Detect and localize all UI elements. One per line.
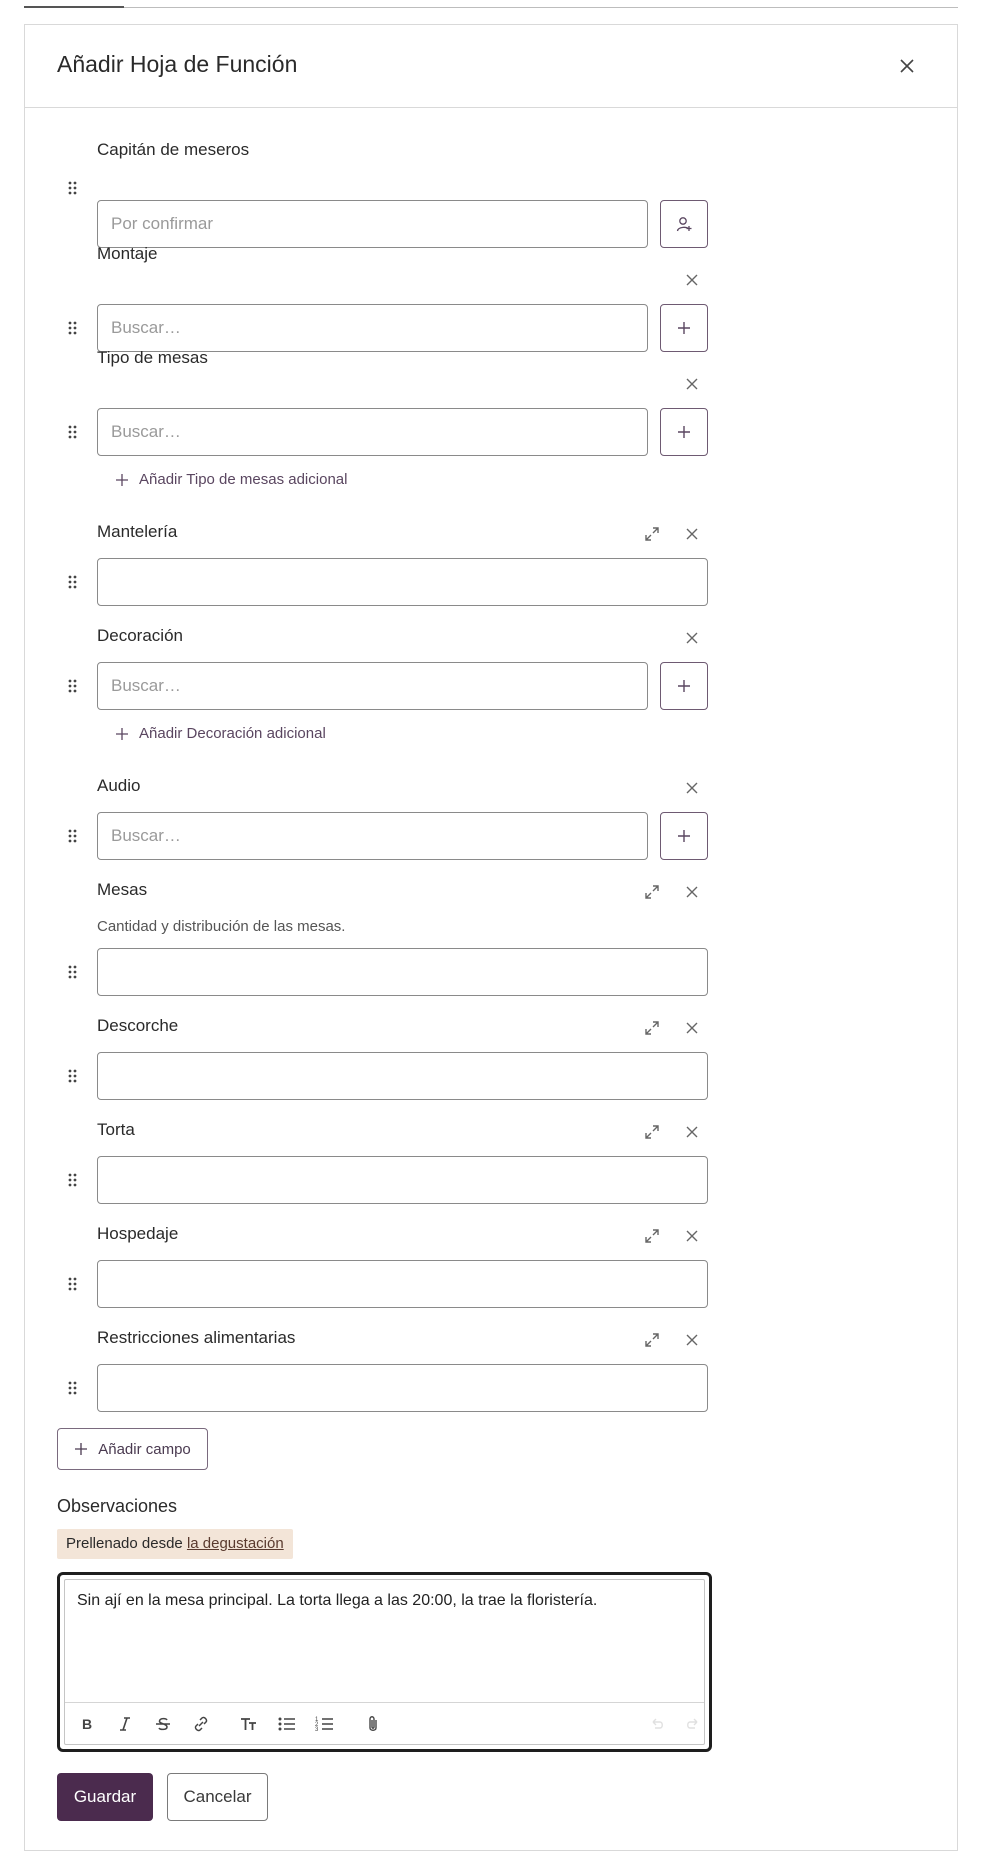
hospedaje-input[interactable] — [97, 1260, 708, 1308]
audio-search-input[interactable] — [97, 812, 648, 860]
expand-icon[interactable] — [643, 525, 661, 543]
numbered-list-icon[interactable] — [315, 1714, 335, 1734]
link-icon[interactable] — [191, 1714, 211, 1734]
paperclip-icon[interactable] — [363, 1714, 383, 1734]
remove-field-icon[interactable] — [683, 375, 701, 393]
manteleria-input[interactable] — [97, 558, 708, 606]
svg-text:1: 1 — [315, 1717, 319, 1723]
montaje-placeholder: Buscar… — [111, 318, 181, 337]
remove-field-icon[interactable] — [683, 779, 701, 797]
plus-icon — [115, 727, 129, 741]
field-label-restricciones: Restricciones alimentarias — [97, 1328, 296, 1347]
plus-icon — [676, 828, 692, 844]
field-label-mesas: Mesas — [97, 880, 148, 899]
svg-text:B: B — [82, 1716, 93, 1732]
field-label-manteleria: Mantelería — [97, 522, 178, 541]
editor-frame — [64, 1579, 705, 1745]
decoracion-placeholder: Buscar… — [111, 676, 181, 695]
decoracion-add-button[interactable] — [660, 662, 708, 710]
strikethrough-icon[interactable] — [153, 1714, 173, 1734]
tipo-mesas-search-input[interactable] — [97, 408, 648, 456]
plus-icon — [74, 1442, 88, 1456]
observaciones-text[interactable]: Sin ají en la mesa principal. La torta llega a las 20:00, la trae la floristería. — [77, 1592, 598, 1609]
decoracion-search-input[interactable] — [97, 662, 648, 710]
observaciones-editor[interactable] — [57, 1572, 712, 1752]
torta-input[interactable] — [97, 1156, 708, 1204]
plus-icon — [676, 424, 692, 440]
expand-icon[interactable] — [643, 1123, 661, 1141]
drag-handle-icon[interactable] — [67, 1380, 79, 1396]
observaciones-label: Observaciones — [57, 1496, 178, 1516]
expand-icon[interactable] — [643, 883, 661, 901]
bold-icon[interactable] — [77, 1714, 97, 1734]
field-label-tipo-mesas: Tipo de mesas — [97, 348, 208, 367]
drag-handle-icon[interactable] — [67, 828, 79, 844]
prefill-prefix: Prellenado desde — [66, 1535, 183, 1552]
mesas-input[interactable] — [97, 948, 708, 996]
audio-add-button[interactable] — [660, 812, 708, 860]
remove-field-icon[interactable] — [683, 629, 701, 647]
drag-handle-icon[interactable] — [67, 1068, 79, 1084]
capitan-placeholder: Por confirmar — [111, 214, 214, 233]
descorche-input[interactable] — [97, 1052, 708, 1100]
active-tab-indicator — [24, 6, 124, 8]
close-icon[interactable] — [897, 56, 917, 76]
drag-handle-icon[interactable] — [67, 320, 79, 336]
drag-handle-icon[interactable] — [67, 964, 79, 980]
drag-handle-icon[interactable] — [67, 424, 79, 440]
field-hint-mesas: Cantidad y distribución de las mesas. — [97, 918, 346, 935]
drag-handle-icon[interactable] — [67, 1172, 79, 1188]
add-field-label: Añadir campo — [98, 1440, 191, 1458]
prefill-source-link[interactable]: la degustación — [186, 1535, 284, 1552]
drag-handle-icon[interactable] — [67, 678, 79, 694]
field-label-hospedaje: Hospedaje — [97, 1224, 179, 1243]
expand-icon[interactable] — [643, 1019, 661, 1037]
plus-icon — [676, 320, 692, 336]
remove-field-icon[interactable] — [683, 1019, 701, 1037]
top-tab-underline — [24, 7, 958, 8]
redo-icon[interactable] — [683, 1714, 703, 1734]
tipo-mesas-placeholder: Buscar… — [111, 422, 181, 441]
capitan-input[interactable] — [97, 200, 648, 248]
remove-field-icon[interactable] — [683, 1123, 701, 1141]
cancel-button[interactable]: Cancelar — [167, 1773, 268, 1821]
add-function-sheet-modal — [24, 24, 958, 1851]
audio-placeholder: Buscar… — [111, 826, 181, 845]
editor-toolbar — [65, 1702, 704, 1744]
assign-person-button[interactable] — [660, 200, 708, 248]
modal-title: Añadir Hoja de Función — [57, 51, 298, 77]
add-tipo-mesas-extra-link[interactable] — [115, 471, 347, 488]
field-label-descorche: Descorche — [97, 1016, 179, 1035]
heading-icon[interactable] — [239, 1714, 259, 1734]
svg-text:2: 2 — [315, 1722, 319, 1728]
remove-field-icon[interactable] — [683, 1331, 701, 1349]
svg-text:3: 3 — [315, 1727, 319, 1733]
add-field-button[interactable] — [57, 1428, 208, 1470]
drag-handle-icon[interactable] — [67, 574, 79, 590]
italic-icon[interactable] — [115, 1714, 135, 1734]
add-decoracion-extra-label: Añadir Decoración adicional — [139, 725, 326, 742]
montaje-search-input[interactable] — [97, 304, 648, 352]
save-button[interactable]: Guardar — [57, 1773, 153, 1821]
remove-field-icon[interactable] — [683, 525, 701, 543]
prefill-badge — [57, 1529, 293, 1559]
plus-icon — [676, 678, 692, 694]
field-label-capitan: Capitán de meseros — [97, 140, 250, 159]
drag-handle-icon[interactable] — [67, 1276, 79, 1292]
add-decoracion-extra-link[interactable] — [115, 725, 326, 742]
field-label-audio: Audio — [97, 776, 141, 795]
remove-field-icon[interactable] — [683, 271, 701, 289]
remove-field-icon[interactable] — [683, 883, 701, 901]
remove-field-icon[interactable] — [683, 1227, 701, 1245]
expand-icon[interactable] — [643, 1227, 661, 1245]
field-label-decoracion: Decoración — [97, 626, 183, 645]
undo-icon[interactable] — [647, 1714, 667, 1734]
person-add-icon — [675, 215, 693, 233]
plus-icon — [115, 473, 129, 487]
montaje-add-button[interactable] — [660, 304, 708, 352]
modal-header — [25, 25, 957, 108]
restricciones-input[interactable] — [97, 1364, 708, 1412]
bullet-list-icon[interactable] — [277, 1714, 297, 1734]
drag-handle-icon[interactable] — [67, 180, 79, 196]
field-label-torta: Torta — [97, 1120, 135, 1139]
add-tipo-mesas-extra-label: Añadir Tipo de mesas adicional — [139, 471, 348, 488]
tipo-mesas-add-button[interactable] — [660, 408, 708, 456]
expand-icon[interactable] — [643, 1331, 661, 1349]
field-label-montaje: Montaje — [97, 244, 158, 263]
